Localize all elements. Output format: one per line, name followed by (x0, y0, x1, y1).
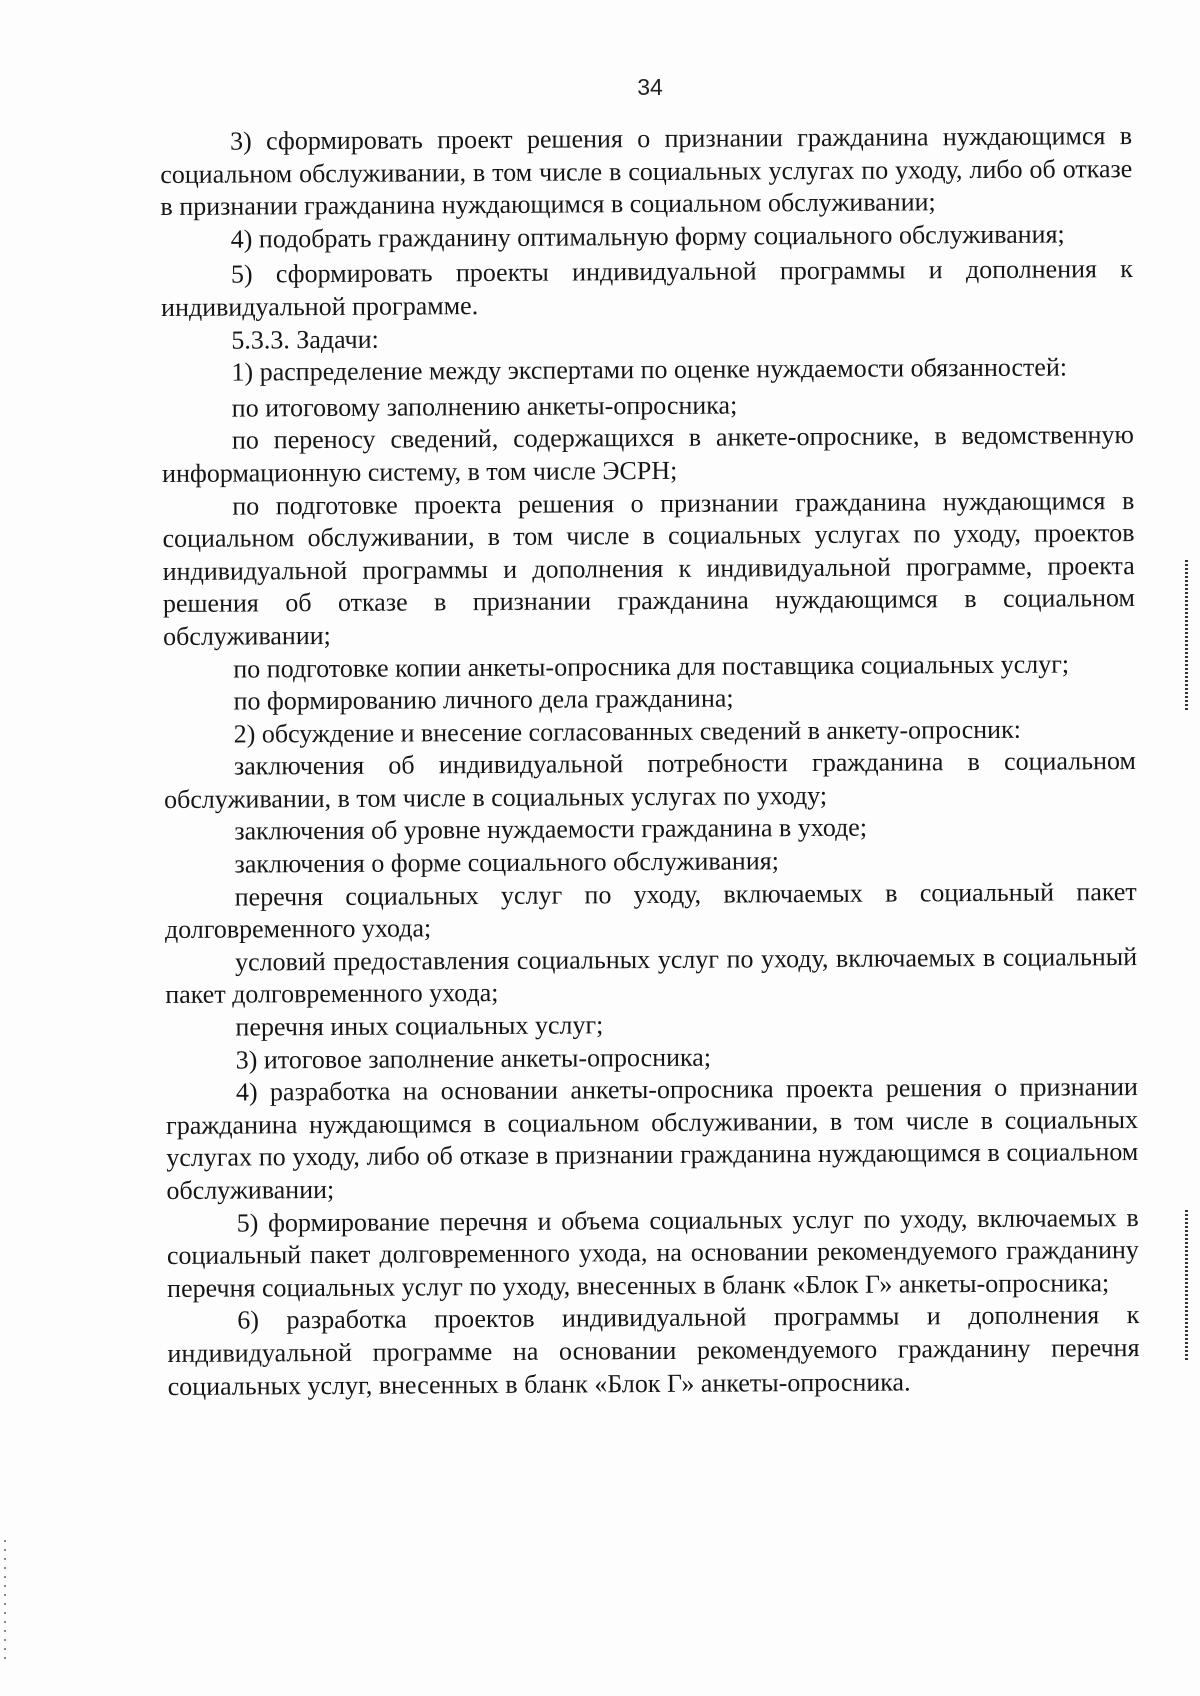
conclusion-service-form: заключения о форме социального обслуживания; (234, 846, 779, 879)
scan-edge-mark (1185, 1210, 1188, 1360)
list-other-services: перечня иных социальных услуг; (235, 1010, 604, 1042)
page-number: 34 (637, 74, 663, 100)
conclusion-care-level: заключения об уровне нуждаемости гражданина в уходе; (234, 813, 868, 847)
task-3-final-filling: 3) итоговое заполнение анкеты-опросника; (235, 1042, 712, 1075)
task-1-distribution: 1) распределение между экспертами по оценке нуждаемости обязанностей: (231, 352, 1068, 387)
duty-personal-file: по формированию личного дела гражданина; (233, 683, 734, 716)
paragraph-item-3: 3) сформировать проект решения о признании гражданина нуждающимся в социальном обслуживании, в том числе в социальных услугах по уходу, либо об отказе в признании гражданина нуждающимся в социальном обслуживании; (160, 121, 1133, 222)
section-heading-5-3-3: 5.3.3. Задачи: (231, 324, 379, 355)
paragraph-item-5: 5) сформировать проекты индивидуальной программы и дополнения к индивидуальной программе. (161, 254, 1133, 322)
paragraph-item-4: 4) подобрать гражданину оптимальную форму социального обслуживания; (230, 219, 1065, 254)
duty-questionnaire-copy: по подготовке копии анкеты-опросника для поставщика социальных услуг; (233, 648, 1070, 684)
duty-draft-decision: по подготовке проекта решения о признании гражданина нуждающимся в социальном обслуживании, в том числе в социальных услугах по уходу, проектов индивидуальной программы и дополнения к индивидуальной программе, проекта решения об отказе в признании гражданина нуждающимся в социальном обслуживании; (162, 485, 1135, 651)
duty-final-filling: по итоговому заполнению анкеты-опросника; (231, 390, 738, 423)
task-5-service-list: 5) формирование перечня и объема социальных услуг по уходу, включаемых в социальный пакет долговременного ухода, на основании рекомендуемого гражданину перечня социальных услуг по уходу, внесенных в бланк «Блок Г» анкеты-опросника; (166, 1202, 1139, 1303)
task-4-draft-decision: 4) разработка на основании анкеты-опросника проекта решения о признании гражданина нуждающимся в социальном обслуживании, в том числе в социальных услугах по уходу, либо об отказе в признании гражданина нуждающимся в социальном обслуживании; (166, 1072, 1139, 1205)
conclusion-individual-need: заключения об индивидуальной потребности гражданина в социальном обслуживании, в том числе в социальных услугах по уходу; (164, 746, 1136, 814)
document-body (160, 120, 1140, 1403)
scan-edge-dots (4, 1540, 6, 1660)
duty-data-transfer: по переносу сведений, содержащихся в анкете-опроснике, в ведомственную информационную систему, в том числе ЭСРН; (162, 420, 1134, 488)
task-6-program-drafts: 6) разработка проектов индивидуальной программы и дополнения к индивидуальной программе на основании рекомендуемого гражданину перечня социальных услуг, внесенных в бланк «Блок Г» анкеты-опросника. (167, 1300, 1140, 1401)
list-care-services: перечня социальных услуг по уходу, включаемых в социальный пакет долговременного ухода; (164, 876, 1137, 945)
conditions-care-services: условий предоставления социальных услуг по уходу, включаемых в социальный пакет долговременного ухода; (165, 941, 1138, 1010)
scan-edge-mark (1185, 560, 1188, 710)
task-2-discussion: 2) обсуждение и внесение согласованных сведений в анкету-опросник: (233, 714, 1021, 749)
